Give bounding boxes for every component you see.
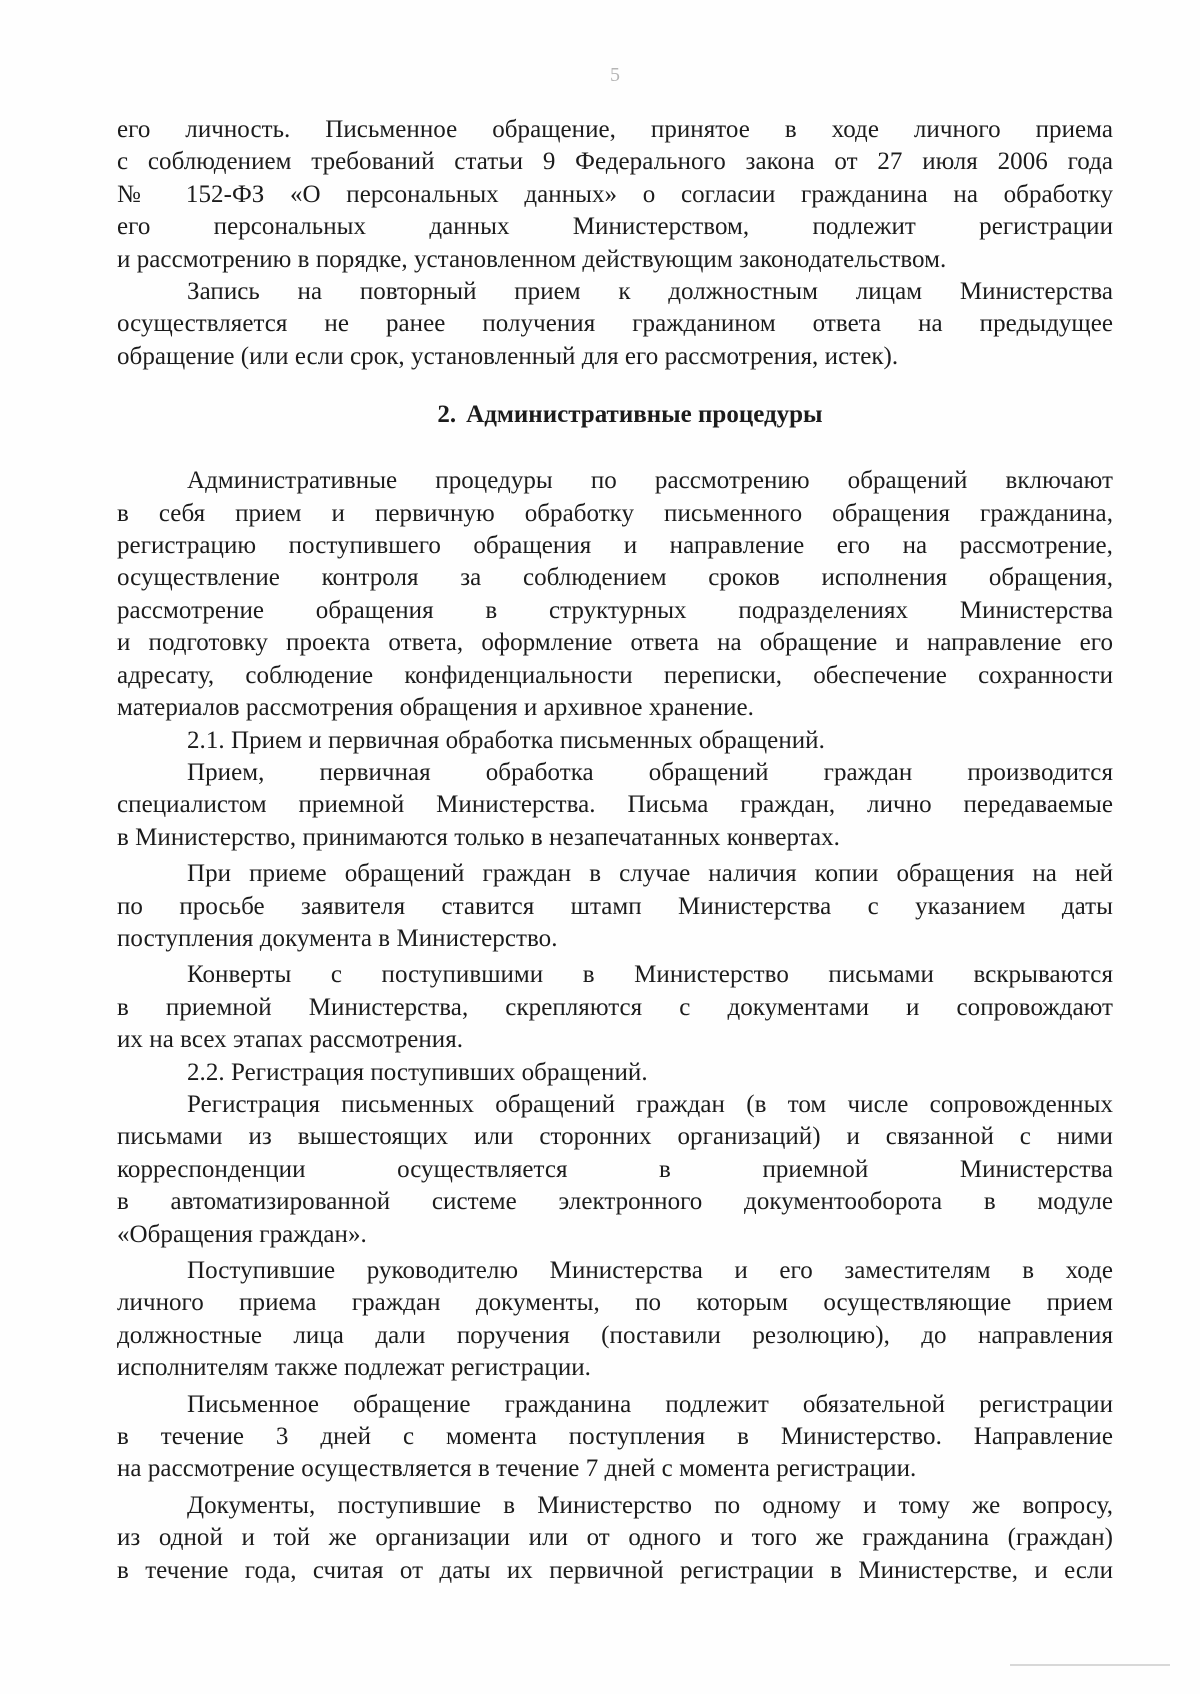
section-title: Административные процедуры	[466, 401, 823, 429]
text-line: осуществление контроля за соблюдением сроков исполнения обращения,	[117, 564, 1113, 592]
text-line: 2.2. Регистрация поступивших обращений.	[187, 1058, 648, 1086]
text-line: Письменное обращение гражданина подлежит обязательной регистрации	[187, 1390, 1113, 1418]
subsection-2-2-title	[117, 1057, 1113, 1089]
text-line: адресату, соблюдение конфиденциальности переписки, обеспечение сохранности	[117, 661, 1113, 689]
text-line: материалов рассмотрения обращения и архивное хранение.	[117, 694, 754, 722]
text-line: специалистом приемной Министерства. Письма граждан, лично передаваемые	[117, 791, 1113, 819]
text-line: осуществляется не ранее получения гражданином ответа на предыдущее	[117, 310, 1113, 338]
text-line: обращение (или если срок, установленный для его рассмотрения, истек).	[117, 342, 899, 370]
text-line: Регистрация письменных обращений граждан (в том числе сопровожденных	[187, 1090, 1113, 1118]
text-line: Прием, первичная обработка обращений граждан производится	[187, 758, 1113, 786]
subsection-2-1-title	[117, 725, 1113, 757]
text-line: Поступившие руководителю Министерства и его заместителям в ходе	[187, 1257, 1113, 1284]
text-line: на рассмотрение осуществляется в течение 7 дней с момента регистрации.	[117, 1455, 917, 1483]
paragraph-stamp	[117, 858, 1113, 955]
text-line: «Обращения граждан».	[117, 1220, 367, 1248]
text-line: Документы, поступившие в Министерство по одному и тому же вопросу,	[187, 1491, 1113, 1519]
page-number: 5	[610, 64, 620, 86]
paragraph-procedures-overview	[117, 465, 1113, 724]
paragraph-repeated-documents	[117, 1490, 1113, 1587]
text-line: личного приема граждан документы, по которым осуществляющие прием	[117, 1289, 1113, 1317]
paragraph-deadlines	[117, 1389, 1113, 1486]
text-line: с соблюдением требований статьи 9 Федерального закона от 27 июля 2006 года	[117, 148, 1113, 176]
text-line: письмами из вышестоящих или сторонних организаций) и связанной с ними	[117, 1123, 1113, 1151]
text-line: регистрацию поступившего обращения и направление его на рассмотрение,	[117, 532, 1113, 560]
text-line: Запись на повторный прием к должностным лицам Министерства	[187, 278, 1113, 306]
text-line: Конверты с поступившими в Министерство письмами вскрываются	[187, 961, 1113, 989]
section-number: 2.	[437, 401, 457, 429]
text-line: в течение года, считая от даты их первичной регистрации в Министерстве, и если	[117, 1556, 1113, 1584]
text-line: его персональных данных Министерством, подлежит регистрации	[117, 213, 1113, 241]
text-line: 2.1. Прием и первичная обработка письменных обращений.	[187, 726, 825, 754]
text-line: При приеме обращений граждан в случае наличия копии обращения на ней	[187, 860, 1113, 888]
text-line: исполнителям также подлежат регистрации.	[117, 1354, 591, 1382]
text-line: и подготовку проекта ответа, оформление ответа на обращение и направление его	[117, 629, 1113, 657]
paragraph-continuation	[117, 114, 1113, 276]
text-line: по просьбе заявителя ставится штамп Министерства с указанием даты	[117, 892, 1113, 920]
paragraph-reception	[117, 757, 1113, 854]
text-line: его личность. Письменное обращение, принятое в ходе личного приема	[117, 116, 1113, 143]
text-line: Административные процедуры по рассмотрению обращений включают	[187, 467, 1113, 495]
text-line: № 152-ФЗ «О персональных данных» о согласии гражданина на обработку	[117, 180, 1113, 208]
text-line: и рассмотрению в порядке, установленном действующим законодательством.	[117, 245, 947, 273]
text-line: в себя прием и первичную обработку письменного обращения гражданина,	[117, 499, 1113, 527]
text-line: корреспонденции осуществляется в приемной Министерства	[117, 1155, 1113, 1183]
scan-edge-mark	[1010, 1664, 1170, 1666]
text-line: поступления документа в Министерство.	[117, 924, 558, 952]
text-line: в приемной Министерства, скрепляются с документами и сопровождают	[117, 993, 1113, 1021]
text-line: рассмотрение обращения в структурных подразделениях Министерства	[117, 596, 1113, 624]
text-line: из одной и той же организации или от одного и того же гражданина (граждан)	[117, 1524, 1113, 1552]
text-line: должностные лица дали поручения (поставили резолюцию), до направления	[117, 1321, 1113, 1349]
document-body	[117, 114, 1113, 1587]
text-line: в течение 3 дней с момента поступления в Министерство. Направление	[117, 1423, 1113, 1451]
section-heading	[117, 399, 1113, 431]
text-line: их на всех этапах рассмотрения.	[117, 1026, 464, 1054]
text-line: в автоматизированной системе электронного документооборота в модуле	[117, 1188, 1113, 1216]
paragraph-head-documents	[117, 1255, 1113, 1385]
paragraph-envelopes	[117, 959, 1113, 1056]
paragraph-registration	[117, 1089, 1113, 1251]
paragraph-repeat-appointment	[117, 276, 1113, 373]
text-line: в Министерство, принимаются только в незапечатанных конвертах.	[117, 823, 840, 851]
